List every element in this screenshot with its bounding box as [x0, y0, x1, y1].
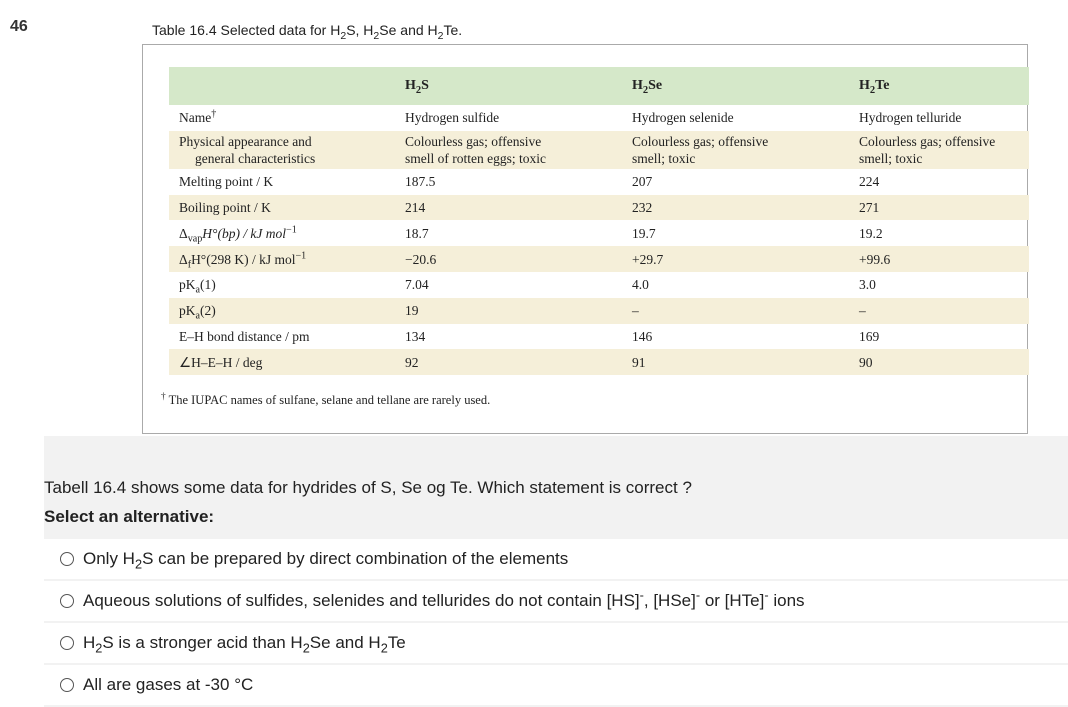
- question-instruction: Select an alternative:: [44, 507, 215, 526]
- cell: 7.04: [405, 277, 429, 293]
- cell: 90: [849, 349, 1029, 375]
- cell: 19: [395, 298, 622, 324]
- cell: 19.7: [632, 225, 656, 241]
- option-label: Aqueous solutions of sulfides, selenides and tellurides do not contain [HS]-, [HSe]- or [HTe]- ions: [83, 587, 805, 610]
- cell: Hydrogen telluride: [859, 110, 962, 126]
- cell: Colourless gas; offensive smell of rotten eggs; toxic: [395, 131, 622, 169]
- table-row-appearance: [169, 131, 1029, 169]
- question-number: 46: [10, 18, 28, 35]
- cell: 224: [859, 174, 880, 190]
- cell: Hydrogen selenide: [632, 110, 734, 126]
- option-2[interactable]: [44, 581, 1068, 623]
- radio-button[interactable]: [60, 636, 74, 650]
- cell: 3.0: [859, 277, 876, 293]
- option-label: Only $H_2S$ can be prepared by direct combination of the elements: [83, 549, 569, 572]
- cell: 4.0: [632, 277, 649, 293]
- radio-button[interactable]: [60, 594, 74, 608]
- row-label: Boiling point / K: [169, 195, 395, 221]
- cell: 19.2: [859, 225, 883, 241]
- header-blank: [169, 67, 395, 105]
- answer-options: [44, 539, 1068, 707]
- cell: Colourless gas; offensive smell; toxic: [622, 131, 849, 169]
- cell: +29.7: [622, 246, 849, 272]
- cell: –: [622, 298, 849, 324]
- table-image: [44, 16, 1068, 436]
- question-panel: [44, 16, 1068, 700]
- cell: 232: [622, 195, 849, 221]
- cell: 207: [632, 174, 653, 190]
- cell: –: [849, 298, 1029, 324]
- cell: 271: [849, 195, 1029, 221]
- cell: −20.6: [395, 246, 622, 272]
- row-label: $\Delta_fH^\circ(298$ K) / kJ mol$^{-1}$: [169, 246, 395, 272]
- table-row-formation-enthalpy: [169, 246, 1029, 272]
- table-row-bond-angle: [169, 349, 1029, 375]
- hydride-data-table: [169, 67, 1029, 375]
- cell: 18.7: [405, 225, 429, 241]
- cell: 187.5: [405, 174, 436, 190]
- table-footnote: † The IUPAC names of sulfane, selane and tellane are rarely used.: [161, 391, 491, 407]
- cell: Hydrogen sulfide: [405, 110, 500, 126]
- table-header-row: [169, 67, 1029, 105]
- table-row-bond-distance: [169, 324, 1029, 350]
- row-label: ∠H–E–H / deg: [169, 349, 395, 375]
- row-label: $pK_a(1)$: [179, 277, 216, 297]
- cell: Colourless gas; offensive smell; toxic: [849, 131, 1029, 169]
- table-frame: [142, 44, 1028, 434]
- row-label: Physical appearance and general characteristics: [169, 131, 395, 169]
- option-label: $H_2S$ is a stronger acid than $H_2Se$ and $H_2Te$: [83, 633, 406, 656]
- table-row-vaporization-enthalpy: [169, 220, 1029, 246]
- row-label: Melting point / K: [179, 174, 274, 190]
- cell: +99.6: [849, 246, 1029, 272]
- cell: 146: [632, 328, 653, 344]
- table-row-pka2: [169, 298, 1029, 324]
- table-row-name: [169, 105, 1029, 131]
- cell: 92: [395, 349, 622, 375]
- header-h2se: $H_2Se$: [622, 67, 849, 105]
- table-row-boiling-point: [169, 195, 1029, 221]
- radio-button[interactable]: [60, 552, 74, 566]
- option-label: All are gases at -30 °C: [83, 675, 254, 694]
- table-row-melting-point: [169, 169, 1029, 195]
- table-caption: Table 16.4 Selected data for $H_2S$, $H_2Se$ and $H_2Te$.: [152, 22, 463, 42]
- header-h2s: $H_2S$: [395, 67, 622, 105]
- table-row-pka1: [169, 272, 1029, 298]
- row-label: E–H bond distance / pm: [179, 328, 310, 344]
- cell: 169: [859, 328, 880, 344]
- option-3[interactable]: [44, 623, 1068, 665]
- cell: 91: [622, 349, 849, 375]
- cell: 214: [395, 195, 622, 221]
- row-label: Name†: [179, 108, 217, 126]
- header-h2te: $H_2Te$: [849, 67, 1029, 105]
- radio-button[interactable]: [60, 678, 74, 692]
- cell: 134: [405, 328, 426, 344]
- option-4[interactable]: [44, 665, 1068, 707]
- row-label: $\Delta_{vap}H^\circ(bp)$ / kJ mol$^{-1}$: [179, 224, 297, 245]
- row-label: $pK_a(2)$: [169, 298, 395, 324]
- question-text: Tabell 16.4 shows some data for hydrides of S, Se og Te. Which statement is correct ?: [44, 478, 692, 497]
- option-1[interactable]: [44, 539, 1068, 581]
